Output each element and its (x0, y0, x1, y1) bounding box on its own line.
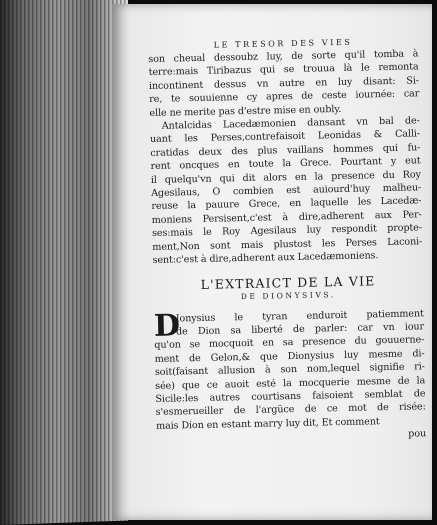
text-line: Sicile:les autres courtisans faisoient semblat de (155, 388, 426, 405)
text-line: re, te souuienne cy apres de ceste iournée: car (149, 88, 420, 106)
text-line: qu'on se mocquoit en sa presence du gouuerne- (154, 334, 425, 352)
text-line: Agesilaus, O combien est auiourd'huy malheu- (151, 182, 422, 200)
text-line: ment de Gelon,& que Dionysius luy mesme di- (154, 347, 425, 365)
text-line: moniens Persisent,c'est à dire,adherent aux Per- (151, 209, 422, 226)
text-line: incontinent dessus vn autre en luy disant: Si- (148, 75, 419, 92)
text-line: de Dion sa liberté de parler: car vn iour (175, 321, 425, 338)
text-line: sent:c'est à dire,adherent aux Lacedæmoniens. (152, 250, 379, 267)
section-title: L'EXTRAICT DE LA VIE (200, 272, 376, 292)
running-head: LE TRESOR DES VIES (213, 37, 353, 50)
text-line: reuse la pauure Grece, en laquelle les Lacedæ- (151, 195, 422, 213)
text-line: Antalcidas Lacedæmonien dansant vn bal de- (161, 115, 420, 132)
text-line: uant les Perses,contrefaisoit Leonidas & Calli- (149, 128, 421, 146)
text-line: il quelqu'vn qui dit alors en la presence du Roy (150, 168, 421, 186)
book-fore-edge (0, 0, 128, 525)
text-line: sée) que ce auoit esté la mocquerie mesme de la (155, 374, 426, 392)
paragraph-3 (154, 307, 426, 433)
text-line: s'esmerueiller de l'argüce de ce mot de risée: (155, 401, 426, 419)
text-line: ment,Non sont mais plustost les Perses Laconi- (152, 235, 423, 253)
text-line: ses:mais le Roy Agesilaus luy respondit propte- (151, 222, 423, 240)
book-page (112, 4, 432, 520)
text-line: soit(faisant allusion à son nom,lequel signifie ri- (154, 361, 425, 379)
text-line: cratidas deux des plus vaillans hommes qui fu- (150, 142, 421, 159)
text-line: mais Dion en estant marry luy dit, Et comment (155, 415, 380, 432)
section-subtitle: DE DIONYSIVS. (240, 289, 336, 301)
paragraph-2 (150, 114, 423, 267)
text-line: elle ne merite pas d'estre mise en oubly. (149, 103, 342, 119)
drop-cap: D (153, 307, 181, 344)
page-text (148, 36, 426, 446)
catchword: pou (408, 428, 427, 440)
text-line: terre:mais Tiribazus qui se trouua là le remonta (148, 61, 419, 79)
text-line: Ionysius le tyran enduroit patiemment (175, 307, 424, 324)
paragraph-1 (148, 47, 419, 120)
text-line: son cheual dessoubz luy, de sorte qu'il tomba à (148, 48, 419, 65)
text-line: rent oncques en toute la Grece. Pourtant y eut (150, 155, 421, 173)
